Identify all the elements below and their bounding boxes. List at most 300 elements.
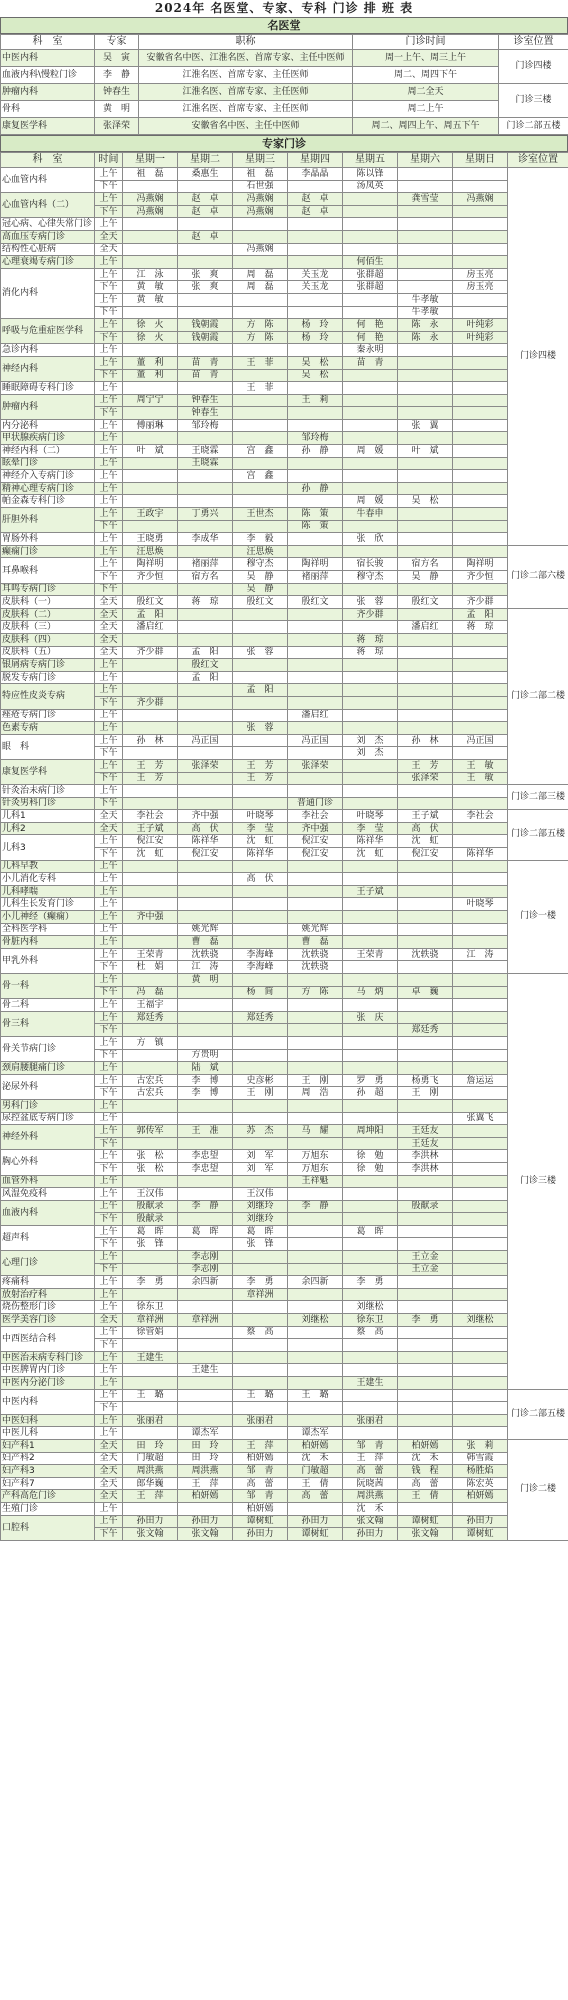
doctor-cell [453,1276,508,1289]
doctor-cell [288,684,343,697]
doctor-cell: 徐 勉 [343,1150,398,1163]
doctor-cell: 刘继松 [288,1314,343,1327]
table-row [1,1351,568,1364]
table-row [1,168,568,181]
doctor-cell [233,1314,288,1327]
doctor-cell [398,608,453,621]
doctor-cell [453,344,508,357]
doctor-cell [343,1427,398,1440]
doctor-cell [178,797,233,810]
doctor-cell [178,1301,233,1314]
doctor-cell: 李 勇 [398,1314,453,1327]
doctor-cell [233,1364,288,1377]
doctor-cell: 李 博 [178,1074,233,1087]
doctor-cell: 郑廷秀 [233,1011,288,1024]
doctor-cell [288,772,343,785]
doctor-cell [178,1402,233,1415]
table-row [1,1200,568,1213]
table-row [1,1414,568,1427]
doctor-cell [453,936,508,949]
doctor-cell [343,306,398,319]
table-row [1,1439,568,1452]
doctor-cell [288,545,343,558]
doctor-cell: 王廷友 [398,1125,453,1138]
doctor-cell [178,1099,233,1112]
doctor-cell: 董 利 [123,369,178,382]
doctor-cell: 谭树虹 [288,1528,343,1541]
doctor-cell: 王子斌 [123,822,178,835]
doctor-cell: 张 锋 [123,1238,178,1251]
time-cell: 上午 [95,1099,123,1112]
doctor-cell: 郑廷秀 [123,1011,178,1024]
time-cell: 周二上午 [353,101,499,118]
doctor-cell [123,633,178,646]
time-cell: 上午 [95,1200,123,1213]
room-location: 门诊四楼 [499,50,568,84]
table-row [1,583,568,596]
doctor-cell: 田 玲 [178,1439,233,1452]
doctor-cell [343,709,398,722]
doctor-cell [288,495,343,508]
dept-cell: 神经介入专病门诊 [1,470,95,483]
doctor-cell: 冯燕娴 [453,193,508,206]
doctor-cell: 蔡 高 [343,1326,398,1339]
doctor-cell [343,230,398,243]
dept-cell: 血液内科 [1,1200,95,1225]
doctor-cell [343,873,398,886]
doctor-cell [453,1288,508,1301]
doctor-cell [233,898,288,911]
doctor-cell: 周洪燕 [178,1465,233,1478]
dept-cell: 高血压专病门诊 [1,230,95,243]
doctor-cell [233,936,288,949]
doctor-cell [233,785,288,798]
doctor-cell: 陈祥华 [233,848,288,861]
doctor-cell [288,1251,343,1264]
doctor-cell [123,1062,178,1075]
doctor-cell: 冯燕娴 [233,243,288,256]
doctor-cell [453,885,508,898]
mingyitang-band: 名医堂 [0,17,568,34]
table-row [1,621,568,634]
doctor-cell: 江 涛 [178,961,233,974]
doctor-cell [453,1125,508,1138]
table-row [1,1477,568,1490]
doctor-cell [178,306,233,319]
doctor-cell: 张 爽 [178,268,233,281]
table-row [1,457,568,470]
doctor-cell: 张 莉 [453,1439,508,1452]
doctor-cell: 刘 杰 [343,734,398,747]
doctor-cell: 张 蓉 [343,596,398,609]
room-location: 门诊二部五楼 [508,810,568,860]
doctor-cell: 王 萍 [178,1477,233,1490]
table-row [1,508,568,521]
table-row [1,835,568,848]
doctor-cell: 周 磊 [233,281,288,294]
doctor-cell [453,961,508,974]
doctor-cell: 谭树虹 [453,1528,508,1541]
doctor-cell: 孙田力 [288,1515,343,1528]
doctor-cell: 李志刚 [178,1251,233,1264]
doctor-cell [233,797,288,810]
doctor-cell [123,1099,178,1112]
room-location: 门诊二部三楼 [508,785,568,810]
doctor-cell: 潘启红 [398,621,453,634]
table-row [1,759,568,772]
doctor-cell [453,696,508,709]
time-cell: 上午 [95,1351,123,1364]
doctor-cell: 高 蕾 [288,1490,343,1503]
column-header: 诊室位置 [508,153,568,168]
doctor-cell [453,1162,508,1175]
doctor-cell [453,1414,508,1427]
doctor-cell: 张 爽 [178,281,233,294]
doctor-cell [453,293,508,306]
doctor-cell: 宿方名 [398,558,453,571]
doctor-cell [178,1137,233,1150]
doctor-cell [453,306,508,319]
doctor-cell [398,369,453,382]
doctor-cell [178,1238,233,1251]
doctor-cell: 李 莹 [343,822,398,835]
doctor-cell: 王建生 [343,1377,398,1390]
time-cell: 下午 [95,1528,123,1541]
doctor-cell [343,457,398,470]
doctor-cell [398,898,453,911]
doctor-cell [288,898,343,911]
doctor-cell: 邹 青 [343,1439,398,1452]
table-row [1,659,568,672]
doctor-cell [398,1238,453,1251]
doctor-cell [123,1364,178,1377]
doctor-cell: 王 敏 [453,772,508,785]
doctor-cell: 孟 阳 [123,608,178,621]
time-cell: 上午 [95,1125,123,1138]
doctor-cell: 孙 林 [123,734,178,747]
time-cell: 上午 [95,394,123,407]
title-cell: 江淮名医、首席专家、主任医师 [139,67,353,84]
doctor-cell [453,256,508,269]
time-cell: 下午 [95,1137,123,1150]
dept-cell: 儿科生长发育门诊 [1,898,95,911]
doctor-cell: 潘启红 [123,621,178,634]
doctor-cell [398,1062,453,1075]
mingyitang-table [0,34,568,135]
doctor-cell: 阮晓茜 [343,1477,398,1490]
doctor-cell [343,898,398,911]
time-cell: 上午 [95,948,123,961]
doctor-cell: 吴 松 [398,495,453,508]
time-cell: 上午 [95,1276,123,1289]
dept-cell: 放射治疗科 [1,1288,95,1301]
dept-cell: 康复医学科 [1,118,95,135]
doctor-cell [453,986,508,999]
doctor-cell [398,1326,453,1339]
dept-cell: 神经内科（二） [1,445,95,458]
doctor-cell [343,407,398,420]
doctor-cell: 殷献录 [123,1213,178,1226]
table-row [1,432,568,445]
doctor-cell: 穆守杰 [233,558,288,571]
doctor-cell [178,482,233,495]
doctor-cell [453,1175,508,1188]
doctor-cell [123,797,178,810]
doctor-cell: 齐少群 [343,608,398,621]
doctor-cell [343,1175,398,1188]
dept-cell: 尿控盆底专病门诊 [1,1112,95,1125]
time-cell: 周二、周四上午、周五下午 [353,118,499,135]
time-cell: 上午 [95,1251,123,1264]
dept-cell: 冠心病、心律失常门诊 [1,218,95,231]
doctor-cell: 殷红文 [398,596,453,609]
doctor-cell: 李社会 [453,810,508,823]
doctor-cell: 丁勇兴 [178,508,233,521]
time-cell: 上午 [95,268,123,281]
doctor-cell: 张丽君 [123,1414,178,1427]
doctor-cell [123,684,178,697]
doctor-cell: 何 艳 [343,319,398,332]
doctor-cell: 陈 策 [288,520,343,533]
doctor-cell: 齐少恒 [453,571,508,584]
doctor-cell: 苗 青 [178,356,233,369]
doctor-cell [453,1213,508,1226]
doctor-cell [398,344,453,357]
doctor-cell: 王福宇 [123,999,178,1012]
doctor-cell: 李 勇 [343,1276,398,1289]
doctor-cell: 孟 阳 [178,671,233,684]
doctor-cell [453,1389,508,1402]
doctor-cell: 高 蕾 [233,1477,288,1490]
time-cell: 下午 [95,986,123,999]
doctor-cell: 吴 静 [233,571,288,584]
doctor-cell: 李忠望 [178,1162,233,1175]
doctor-cell: 叶纯彩 [453,319,508,332]
doctor-cell [453,722,508,735]
doctor-cell: 邹玲梅 [288,432,343,445]
column-header: 科 室 [1,153,95,168]
doctor-cell [288,696,343,709]
time-cell: 上午 [95,709,123,722]
doctor-cell [398,696,453,709]
doctor-cell [398,1036,453,1049]
table-row [1,470,568,483]
doctor-cell [233,911,288,924]
table-row [1,1389,568,1402]
table-row [1,1301,568,1314]
doctor-cell [288,1364,343,1377]
doctor-cell [398,533,453,546]
doctor-cell: 董 利 [123,356,178,369]
doctor-cell: 王子斌 [343,885,398,898]
doctor-cell [288,1112,343,1125]
dept-cell: 结构性心脏病 [1,243,95,256]
doctor-cell [288,860,343,873]
doctor-cell [123,583,178,596]
dept-cell: 帕金森专科门诊 [1,495,95,508]
doctor-cell: 卓 巍 [398,986,453,999]
doctor-cell: 苗 青 [178,369,233,382]
doctor-cell [343,1251,398,1264]
dept-cell: 甲状腺疾病门诊 [1,432,95,445]
time-cell: 上午 [95,545,123,558]
doctor-cell [288,1188,343,1201]
doctor-cell [343,911,398,924]
doctor-cell: 周洪燕 [343,1490,398,1503]
doctor-cell [233,1112,288,1125]
doctor-cell: 冯正国 [288,734,343,747]
dept-cell: 儿科哮喘 [1,885,95,898]
doctor-cell [453,1427,508,1440]
doctor-cell: 章祥洲 [123,1314,178,1327]
doctor-cell [178,180,233,193]
time-cell: 下午 [95,1087,123,1100]
doctor-cell: 王 璐 [233,1389,288,1402]
doctor-cell [178,986,233,999]
doctor-cell [233,1301,288,1314]
doctor-cell [453,1251,508,1264]
doctor-cell [453,470,508,483]
time-cell: 全天 [95,1465,123,1478]
table-row [1,1427,568,1440]
table-row [1,1490,568,1503]
table-row [1,1175,568,1188]
doctor-cell: 李 莹 [233,822,288,835]
doctor-cell: 陶祥明 [288,558,343,571]
table-row [1,1225,568,1238]
doctor-cell: 汪思焕 [233,545,288,558]
doctor-cell: 齐中强 [288,822,343,835]
time-cell: 下午 [95,1339,123,1352]
doctor-cell: 殷献录 [123,1200,178,1213]
doctor-cell [233,256,288,269]
doctor-cell [233,457,288,470]
doctor-cell: 王荣青 [343,948,398,961]
doctor-cell [453,860,508,873]
expert-cell: 张泽荣 [95,118,139,135]
dept-cell: 心血管内科（二） [1,193,95,218]
time-cell: 下午 [95,205,123,218]
time-cell: 上午 [95,319,123,332]
doctor-cell: 穆守杰 [343,571,398,584]
doctor-cell [123,785,178,798]
doctor-cell: 王 菲 [233,382,288,395]
table-row [1,1251,568,1264]
doctor-cell [123,1502,178,1515]
table-row [1,50,568,67]
doctor-cell [453,1263,508,1276]
dept-cell: 痤疮专病门诊 [1,709,95,722]
doctor-cell [288,230,343,243]
table-row [1,596,568,609]
dept-cell: 口腔科 [1,1515,95,1540]
dept-cell: 骨脏内科 [1,936,95,949]
doctor-cell: 齐少群 [123,696,178,709]
doctor-cell [453,1049,508,1062]
column-header: 星期三 [233,153,288,168]
doctor-cell [343,1238,398,1251]
doctor-cell [453,230,508,243]
doctor-cell [288,1263,343,1276]
dept-cell: 针灸男科门诊 [1,797,95,810]
dept-cell: 生殖门诊 [1,1502,95,1515]
time-cell: 周一上午、周三上午 [353,50,499,67]
dept-cell: 内分泌科 [1,419,95,432]
time-cell: 上午 [95,1515,123,1528]
doctor-cell: 赵 卓 [178,230,233,243]
doctor-cell [178,684,233,697]
doctor-cell: 张文翰 [123,1528,178,1541]
doctor-cell [233,1062,288,1075]
doctor-cell [453,923,508,936]
dept-cell: 儿科1 [1,810,95,823]
dept-cell: 甲乳外科 [1,948,95,973]
doctor-cell: 孟 阳 [453,608,508,621]
doctor-cell [123,482,178,495]
dept-cell: 儿科2 [1,822,95,835]
doctor-cell [178,470,233,483]
time-cell: 下午 [95,1238,123,1251]
doctor-cell: 傅丽琳 [123,419,178,432]
doctor-cell [453,1377,508,1390]
doctor-cell [178,218,233,231]
doctor-cell: 王祥魁 [288,1175,343,1188]
table-row [1,1377,568,1390]
doctor-cell: 张群超 [343,281,398,294]
doctor-cell [398,281,453,294]
doctor-cell [233,1263,288,1276]
doctor-cell [453,243,508,256]
doctor-cell [343,759,398,772]
doctor-cell [233,1377,288,1390]
doctor-cell [453,495,508,508]
column-header: 星期五 [343,153,398,168]
doctor-cell: 王 刚 [288,1074,343,1087]
doctor-cell [343,1200,398,1213]
doctor-cell: 叶晓琴 [453,898,508,911]
doctor-cell [123,1024,178,1037]
doctor-cell: 章祥洲 [233,1288,288,1301]
doctor-cell: 王 萍 [343,1452,398,1465]
doctor-cell: 谭杰军 [288,1427,343,1440]
doctor-cell: 蒋 琼 [343,633,398,646]
time-cell: 上午 [95,1288,123,1301]
time-cell: 下午 [95,369,123,382]
time-cell: 下午 [95,180,123,193]
doctor-cell: 宿长骏 [343,558,398,571]
doctor-cell [398,1339,453,1352]
dept-cell: 儿科3 [1,835,95,860]
doctor-cell [178,344,233,357]
time-cell: 下午 [95,747,123,760]
doctor-cell [453,1339,508,1352]
table-row [1,218,568,231]
table-row [1,445,568,458]
dept-cell: 中西医结合科 [1,1326,95,1351]
doctor-cell: 谭树虹 [233,1515,288,1528]
doctor-cell [178,520,233,533]
table-row [1,1036,568,1049]
doctor-cell [343,1402,398,1415]
dept-cell: 消化内科 [1,268,95,318]
doctor-cell: 刘继松 [343,1301,398,1314]
doctor-cell: 孙田力 [123,1515,178,1528]
doctor-cell [288,243,343,256]
doctor-cell: 黄 敏 [123,293,178,306]
time-cell: 下午 [95,583,123,596]
doctor-cell [398,482,453,495]
doctor-cell [398,1049,453,1062]
